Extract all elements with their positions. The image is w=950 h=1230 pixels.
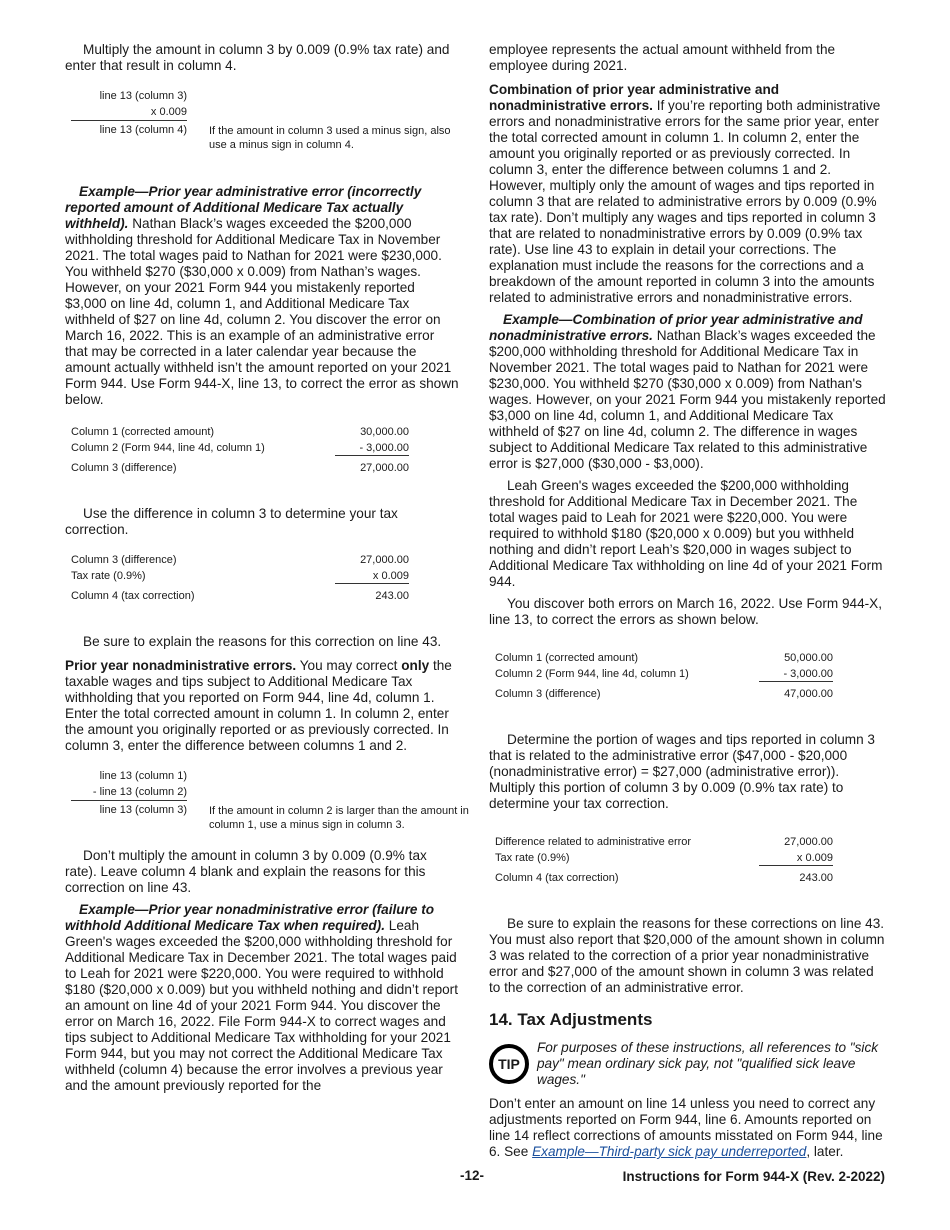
form-note: If the amount in column 2 is larger than the amount in column 1, use a minus sign in column 3. — [209, 805, 469, 831]
form-line: - line 13 (column 2) — [71, 784, 187, 801]
calc-label: Column 4 (tax correction) — [495, 872, 619, 884]
calc-label: Column 3 (difference) — [495, 688, 601, 700]
example-title: Example—Combination of prior year administrative and nonadministrative errors. — [489, 312, 863, 343]
calc-value: x 0.009 — [335, 569, 409, 584]
calc-row — [495, 870, 833, 886]
text: You may correct — [299, 658, 398, 673]
example-body: Nathan Black’s wages exceeded the $200,000 withholding threshold for Additional Medicare Tax in November 2021. The total wages paid to Nathan for 2021 were $230,000. You withheld $270 ($30,000 x 0.009) from Nathan’s wages. However, on your 2021 Form 944 you mistakenly reported $3,000 on line 4d, column 1, and Additional Medicare Tax withheld of $27 on line 4d, column 2. You discover the error on March 16, 2022. This is an example of an administrative error that may be corrected in a later calendar year because the amount actually withheld isn’t the amount reported on your 2021 Form 944. Use Form 944-X, line 13, to correct the error as shown below. — [65, 216, 459, 407]
calc-label: Difference related to administrative error — [495, 836, 692, 848]
text: If you’re reporting both administrative errors and nonadministrative errors for the same prior year, enter the total corrected amount in column 1. In column 2, enter the amount you originally reported or as previously corrected. In column 3, enter the difference between columns 1 and 2. However, multiply only the amount of wages and tips reported in column 3 that are related to administrative errors by 0.009 (0.9% tax rate). Don’t multiply any wages and tips reported in column 3 that are related to nonadministrative errors by 0.009 (0.9% tax rate). Use line 43 to explain in detail your corrections. The explanation must include the reasons for the corrections and a breakdown of the amount reported in column 3 into the amounts related to administrative errors and nonadministrative errors. — [489, 98, 881, 305]
example-title: Example—Prior year nonadministrative error (failure to withhold Additional Medicare Tax when required). — [65, 902, 435, 933]
computation-form — [71, 88, 460, 151]
form-line: x 0.009 — [71, 104, 187, 121]
calc-row — [495, 850, 833, 867]
example-body: Leah Green's wages exceeded the $200,000 withholding threshold for Additional Medicare Tax in December 2021. The total wages paid to Leah for 2021 were $220,000. You were required to withhold $180 ($20,000 x 0.009) but you withheld nothing and didn’t report an amount on line 4d of your 2021 Form 944. You discover the error on March 16, 2022. File Form 944-X to correct wages and tips subject to Additional Medicare Tax withholding for your 2021 Form 944, but you may not correct the Additional Medicare Tax withheld (column 4) because the error involves a previous year and the amount previously reported for the — [65, 918, 458, 1093]
text: the taxable wages and tips subject to Additional Medicare Tax withholding that you reported on Form 944, line 4d, column 1. Enter the total corrected amount in column 1. In column 2, enter the amount you originally reported or as previously corrected. In column 3, enter the difference between columns 1 and 2. — [65, 658, 452, 753]
calc-table — [71, 552, 409, 604]
form-line: line 13 (column 3) — [99, 90, 187, 102]
calc-value: 50,000.00 — [784, 652, 833, 664]
calc-value: 30,000.00 — [360, 426, 409, 438]
page-number: -12- — [460, 1168, 485, 1183]
calc-row — [71, 588, 409, 604]
text: , later. — [806, 1144, 844, 1159]
calc-row — [495, 834, 833, 850]
calc-value: 27,000.00 — [360, 554, 409, 566]
calc-label: Column 2 (Form 944, line 4d, column 1) — [495, 668, 689, 680]
form-line: line 13 (column 3) — [99, 804, 187, 816]
example-paragraph — [489, 312, 886, 472]
calc-value: - 3,000.00 — [335, 441, 409, 456]
calc-row — [71, 460, 409, 476]
calc-row — [495, 686, 833, 702]
calc-value: 243.00 — [799, 872, 833, 884]
tip-text: For purposes of these instructions, all references to "sick pay" mean ordinary sick pay, not "qualified sick leave wages." — [537, 1040, 879, 1087]
example-paragraph — [65, 902, 460, 1094]
calc-label: Column 3 (difference) — [71, 462, 177, 474]
left-column — [65, 42, 469, 1094]
tip-box — [489, 1040, 886, 1088]
calc-value: - 3,000.00 — [759, 667, 833, 682]
form-note: If the amount in column 3 used a minus sign, also use a minus sign in column 4. — [209, 125, 451, 151]
paragraph: Be sure to explain the reasons for these corrections on line 43. You must also report that $20,000 of the amount shown in column 3 was related to the correction of a prior year nonadministrative error and $27,000 of the amount shown in column 3 was related to the correction of an administrative error. — [489, 916, 885, 995]
example-body: Nathan Black’s wages exceeded the $200,000 withholding threshold for Additional Medicare Tax in November 2021. The total wages paid to Nathan for 2021 were $230,000. You withheld $270 ($30,000 x 0.009) from Nathan's wages. However, on your 2021 Form 944 you mistakenly reported $3,000 on line 4d, column 1, and Additional Medicare Tax withheld of $27 on line 4d, column 2. The difference in wages subject to Additional Medicare Tax related to this administrative error is $27,000 ($30,000 - $3,000). — [489, 328, 886, 471]
example-link[interactable]: Example—Third-party sick pay underreported — [532, 1144, 807, 1159]
section-heading: 14. Tax Adjustments — [489, 1010, 653, 1029]
subheading: Prior year nonadministrative errors. — [65, 658, 297, 673]
form-line: line 13 (column 1) — [99, 770, 187, 782]
text: Don’t enter an amount on line 14 unless you need to correct any adjustments reported on Form 944, line 6. Amounts reported on line 14 reflect corrections of amounts misstated on Form 944, line 6. See — [489, 1096, 883, 1159]
calc-table — [495, 650, 833, 702]
paragraph — [489, 1096, 886, 1160]
example-paragraph — [65, 184, 460, 408]
calc-label: Column 4 (tax correction) — [71, 590, 195, 602]
paragraph: Be sure to explain the reasons for this correction on line 43. — [83, 634, 442, 649]
calc-row — [71, 568, 409, 585]
calc-table — [71, 424, 409, 476]
calc-row — [71, 424, 409, 440]
calc-row — [71, 440, 409, 457]
calc-row — [71, 552, 409, 568]
paragraph: You discover both errors on March 16, 2022. Use Form 944-X, line 13, to correct the errors as shown below. — [489, 596, 883, 627]
form-line: line 13 (column 4) — [99, 124, 187, 136]
paragraph: employee represents the actual amount withheld from the employee during 2021. — [489, 42, 836, 73]
paragraph — [65, 658, 460, 754]
calc-label: Column 3 (difference) — [71, 554, 177, 566]
paragraph: Leah Green's wages exceeded the $200,000 withholding threshold for Additional Medicare Tax in December 2021. The total wages paid to Leah for 2021 were $220,000. You were required to withhold $180 ($20,000 x 0.009) but you withheld nothing and didn’t report Leah’s $20,000 in wages subject to Additional Medicare Tax withholding on line 4d of your 2021 Form 944. — [489, 478, 883, 589]
calc-value: 243.00 — [375, 590, 409, 602]
calc-label: Column 2 (Form 944, line 4d, column 1) — [71, 442, 265, 454]
calc-value: 47,000.00 — [784, 688, 833, 700]
paragraph: Multiply the amount in column 3 by 0.009 (0.9% tax rate) and enter that result in column 4. — [65, 42, 450, 73]
calc-row — [495, 666, 833, 683]
emphasis: only — [401, 658, 430, 673]
calc-value: 27,000.00 — [360, 462, 409, 474]
right-column — [489, 42, 886, 1160]
computation-form — [71, 768, 469, 831]
paragraph: Determine the portion of wages and tips reported in column 3 that is related to the administrative error ($47,000 - $20,000 (nonadministrative error) = $27,000 (administrative error)). Multiply this portion of column 3 by 0.009 (0.9% tax rate) to determine your tax correction. — [489, 732, 875, 811]
tip-icon: TIP — [489, 1044, 529, 1084]
calc-label: Tax rate (0.9%) — [495, 852, 570, 864]
document-title: Instructions for Form 944-X (Rev. 2-2022) — [622, 1169, 885, 1184]
subheading: Combination of prior year administrative and nonadministrative errors. — [489, 82, 780, 113]
paragraph: Don’t multiply the amount in column 3 by 0.009 (0.9% tax rate). Leave column 4 blank and explain the reasons for this correction on line 43. — [65, 848, 427, 895]
paragraph: Use the difference in column 3 to determine your tax correction. — [65, 506, 398, 537]
calc-row — [495, 650, 833, 666]
calc-table — [495, 834, 833, 886]
calc-label: Column 1 (corrected amount) — [71, 426, 215, 438]
paragraph — [489, 82, 886, 306]
calc-label: Column 1 (corrected amount) — [495, 652, 639, 664]
calc-label: Tax rate (0.9%) — [71, 570, 146, 582]
example-title: Example—Prior year administrative error (incorrectly reported amount of Additional Medicare Tax actually withheld). — [65, 184, 422, 231]
calc-value: x 0.009 — [759, 851, 833, 866]
calc-value: 27,000.00 — [784, 836, 833, 848]
